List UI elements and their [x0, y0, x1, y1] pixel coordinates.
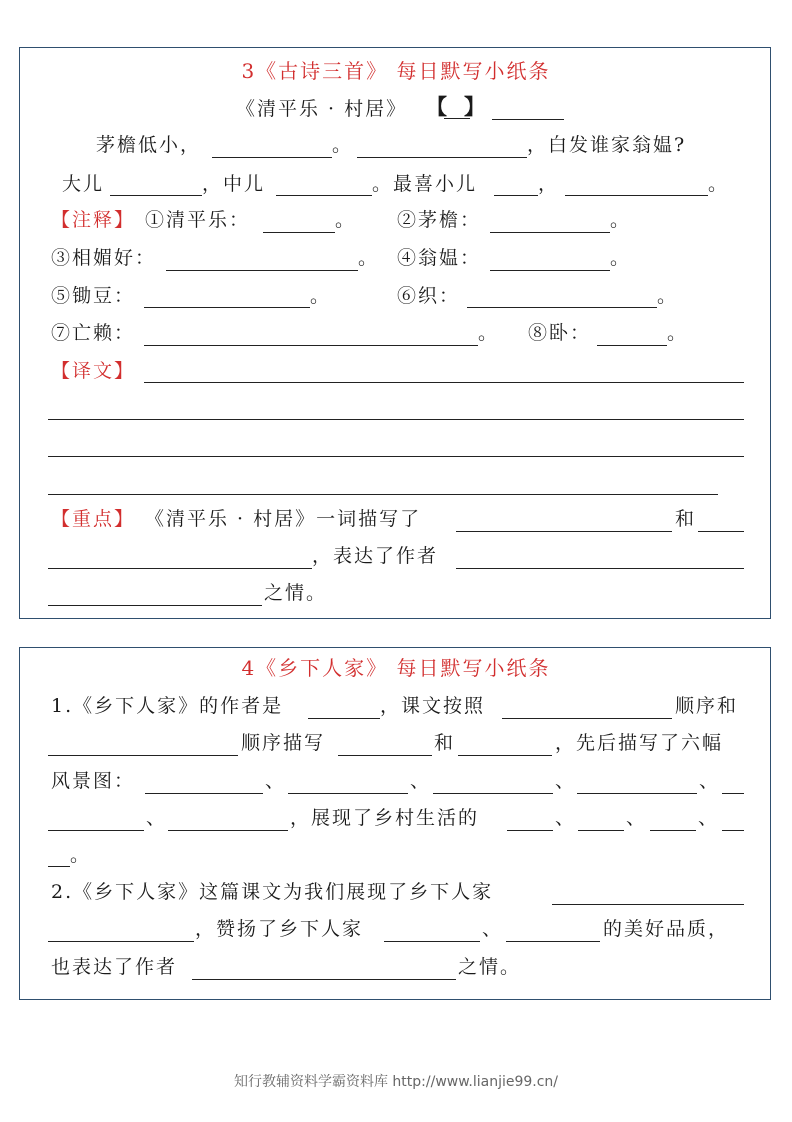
poem-line2-e: 。 [708, 173, 730, 195]
blank-q1-life-2[interactable] [578, 830, 624, 831]
q1-sep-1: 、 [265, 770, 287, 792]
q2-text-d: 的美好品质， [603, 918, 730, 940]
q1-text-h: ，展现了乡村生活的 [290, 807, 480, 829]
q1-sep-5: 、 [146, 807, 168, 829]
blank-translation-2[interactable] [48, 419, 744, 420]
q1-sep-2: 、 [410, 770, 432, 792]
poem-line1-a: 茅檐低小， [96, 134, 202, 156]
note-3-end: 。 [358, 247, 380, 269]
blank-q1-life-1[interactable] [507, 830, 553, 831]
translation-label: 【译文】 [51, 360, 136, 382]
keypoint-text-3: ，表达了作者 [312, 545, 439, 567]
note-8: ⑧卧： [528, 322, 592, 344]
blank-q1-life-4a[interactable] [722, 830, 744, 831]
note-6-end: 。 [657, 285, 679, 307]
blank-author[interactable] [492, 119, 564, 120]
blank-poem-4[interactable] [276, 195, 372, 196]
blank-note-3[interactable] [166, 270, 358, 271]
blank-key-5[interactable] [48, 605, 262, 606]
keypoint-label: 【重点】 [51, 508, 136, 530]
blank-q2-2[interactable] [48, 941, 194, 942]
poem-line2-b: ，中儿 [202, 173, 266, 195]
note-2-end: 。 [610, 209, 632, 231]
q1-text-g: 风景图： [51, 770, 136, 792]
note-7: ⑦亡赖： [51, 322, 136, 344]
blank-q1-pic-1[interactable] [145, 793, 263, 794]
blank-note-7[interactable] [144, 345, 478, 346]
q1-sep-3: 、 [555, 770, 577, 792]
bracket-close: 】 [464, 94, 487, 119]
blank-note-4[interactable] [490, 270, 610, 271]
q2-text-a: 2.《乡下人家》这篇课文为我们展现了乡下人家 [51, 881, 494, 903]
q2-text-b: ，赞扬了乡下人家 [195, 918, 364, 940]
q1-text-b: ，课文按照 [380, 695, 486, 717]
blank-q1-pic-2[interactable] [288, 793, 408, 794]
blank-translation-1[interactable] [144, 382, 744, 383]
q2-text-e: 也表达了作者 [51, 956, 178, 978]
blank-note-1[interactable] [263, 232, 335, 233]
q1-sep-6: 、 [555, 807, 577, 829]
blank-note-8[interactable] [597, 345, 667, 346]
q1-sep-8: 、 [698, 807, 720, 829]
keypoint-text-1: 《清平乐 · 村居》一词描写了 [145, 508, 422, 530]
blank-poem-2[interactable] [357, 157, 527, 158]
note-6: ⑥织： [397, 285, 461, 307]
note-1-end: 。 [335, 209, 357, 231]
q1-text-a: 1.《乡下人家》的作者是 [51, 695, 284, 717]
keypoint-text-2: 和 [675, 508, 697, 530]
note-5: ⑤锄豆： [51, 285, 136, 307]
note-1: ①清平乐： [145, 209, 251, 231]
blank-q1-order-1[interactable] [502, 718, 672, 719]
blank-q2-4[interactable] [506, 941, 600, 942]
blank-q1-pic-5a[interactable] [722, 793, 744, 794]
poem-line1-c: ，白发谁家翁媪? [527, 134, 687, 156]
poem-line2-d: ， [538, 173, 560, 195]
notes-label: 【注释】 [51, 209, 136, 231]
q2-text-c: 、 [482, 918, 504, 940]
blank-q1-pic-3[interactable] [433, 793, 553, 794]
q1-text-e: 和 [434, 732, 456, 754]
q2-text-f: 之情。 [458, 956, 522, 978]
blank-poem-5[interactable] [494, 195, 538, 196]
note-4-end: 。 [610, 247, 632, 269]
blank-key-1[interactable] [456, 531, 672, 532]
q1-text-c: 顺序和 [675, 695, 739, 717]
q1-text-d: 顺序描写 [241, 732, 326, 754]
blank-q1-pic-6[interactable] [168, 830, 288, 831]
blank-q1-scene-a[interactable] [338, 755, 432, 756]
blank-q2-3[interactable] [384, 941, 480, 942]
blank-note-5[interactable] [144, 307, 310, 308]
blank-translation-3[interactable] [48, 456, 744, 457]
note-2: ②茅檐： [397, 209, 482, 231]
poem-line1-b: 。 [332, 134, 354, 156]
blank-poem-1[interactable] [212, 157, 332, 158]
blank-q2-5[interactable] [192, 979, 456, 980]
blank-q1-life-3[interactable] [650, 830, 696, 831]
blank-translation-4[interactable] [48, 494, 718, 495]
blank-q2-1[interactable] [552, 904, 744, 905]
blank-key-4[interactable] [456, 568, 744, 569]
blank-key-2[interactable] [698, 531, 744, 532]
blank-q1-pic-4[interactable] [577, 793, 697, 794]
blank-q1-scene-b[interactable] [458, 755, 552, 756]
blank-note-6[interactable] [467, 307, 657, 308]
note-8-end: 。 [667, 322, 689, 344]
blank-q1-life-4b[interactable] [48, 866, 70, 867]
footer-watermark: 知行教辅资料学霸资料库 http://www.lianjie99.cn/ [233, 1074, 559, 1090]
blank-note-2[interactable] [490, 232, 610, 233]
q1-sep-4: 、 [699, 770, 721, 792]
blank-key-3[interactable] [48, 568, 312, 569]
poem-line2-c: 。最喜小儿 [372, 173, 478, 195]
q1-text-f: ，先后描写了六幅 [555, 732, 724, 754]
bracket-open: 【 [426, 94, 449, 119]
card2-title: 4《乡下人家》 每日默写小纸条 [241, 656, 551, 680]
q1-sep-7: 、 [626, 807, 648, 829]
keypoint-text-4: 之情。 [264, 582, 328, 604]
blank-poem-3[interactable] [110, 195, 202, 196]
note-5-end: 。 [310, 285, 332, 307]
poem-title: 《清平乐 · 村居》 [236, 98, 408, 120]
note-4: ④翁媪： [397, 247, 482, 269]
poem-line2-a: 大儿 [62, 173, 105, 195]
blank-poem-6[interactable] [565, 195, 708, 196]
q1-end: 。 [70, 844, 92, 866]
card1-title: 3《古诗三首》 每日默写小纸条 [241, 59, 551, 83]
note-3: ③相媚好： [51, 247, 157, 269]
blank-q1-author[interactable] [308, 718, 380, 719]
blank-q1-pic-5b[interactable] [48, 830, 144, 831]
blank-q1-order-2[interactable] [48, 755, 238, 756]
note-7-end: 。 [478, 322, 500, 344]
